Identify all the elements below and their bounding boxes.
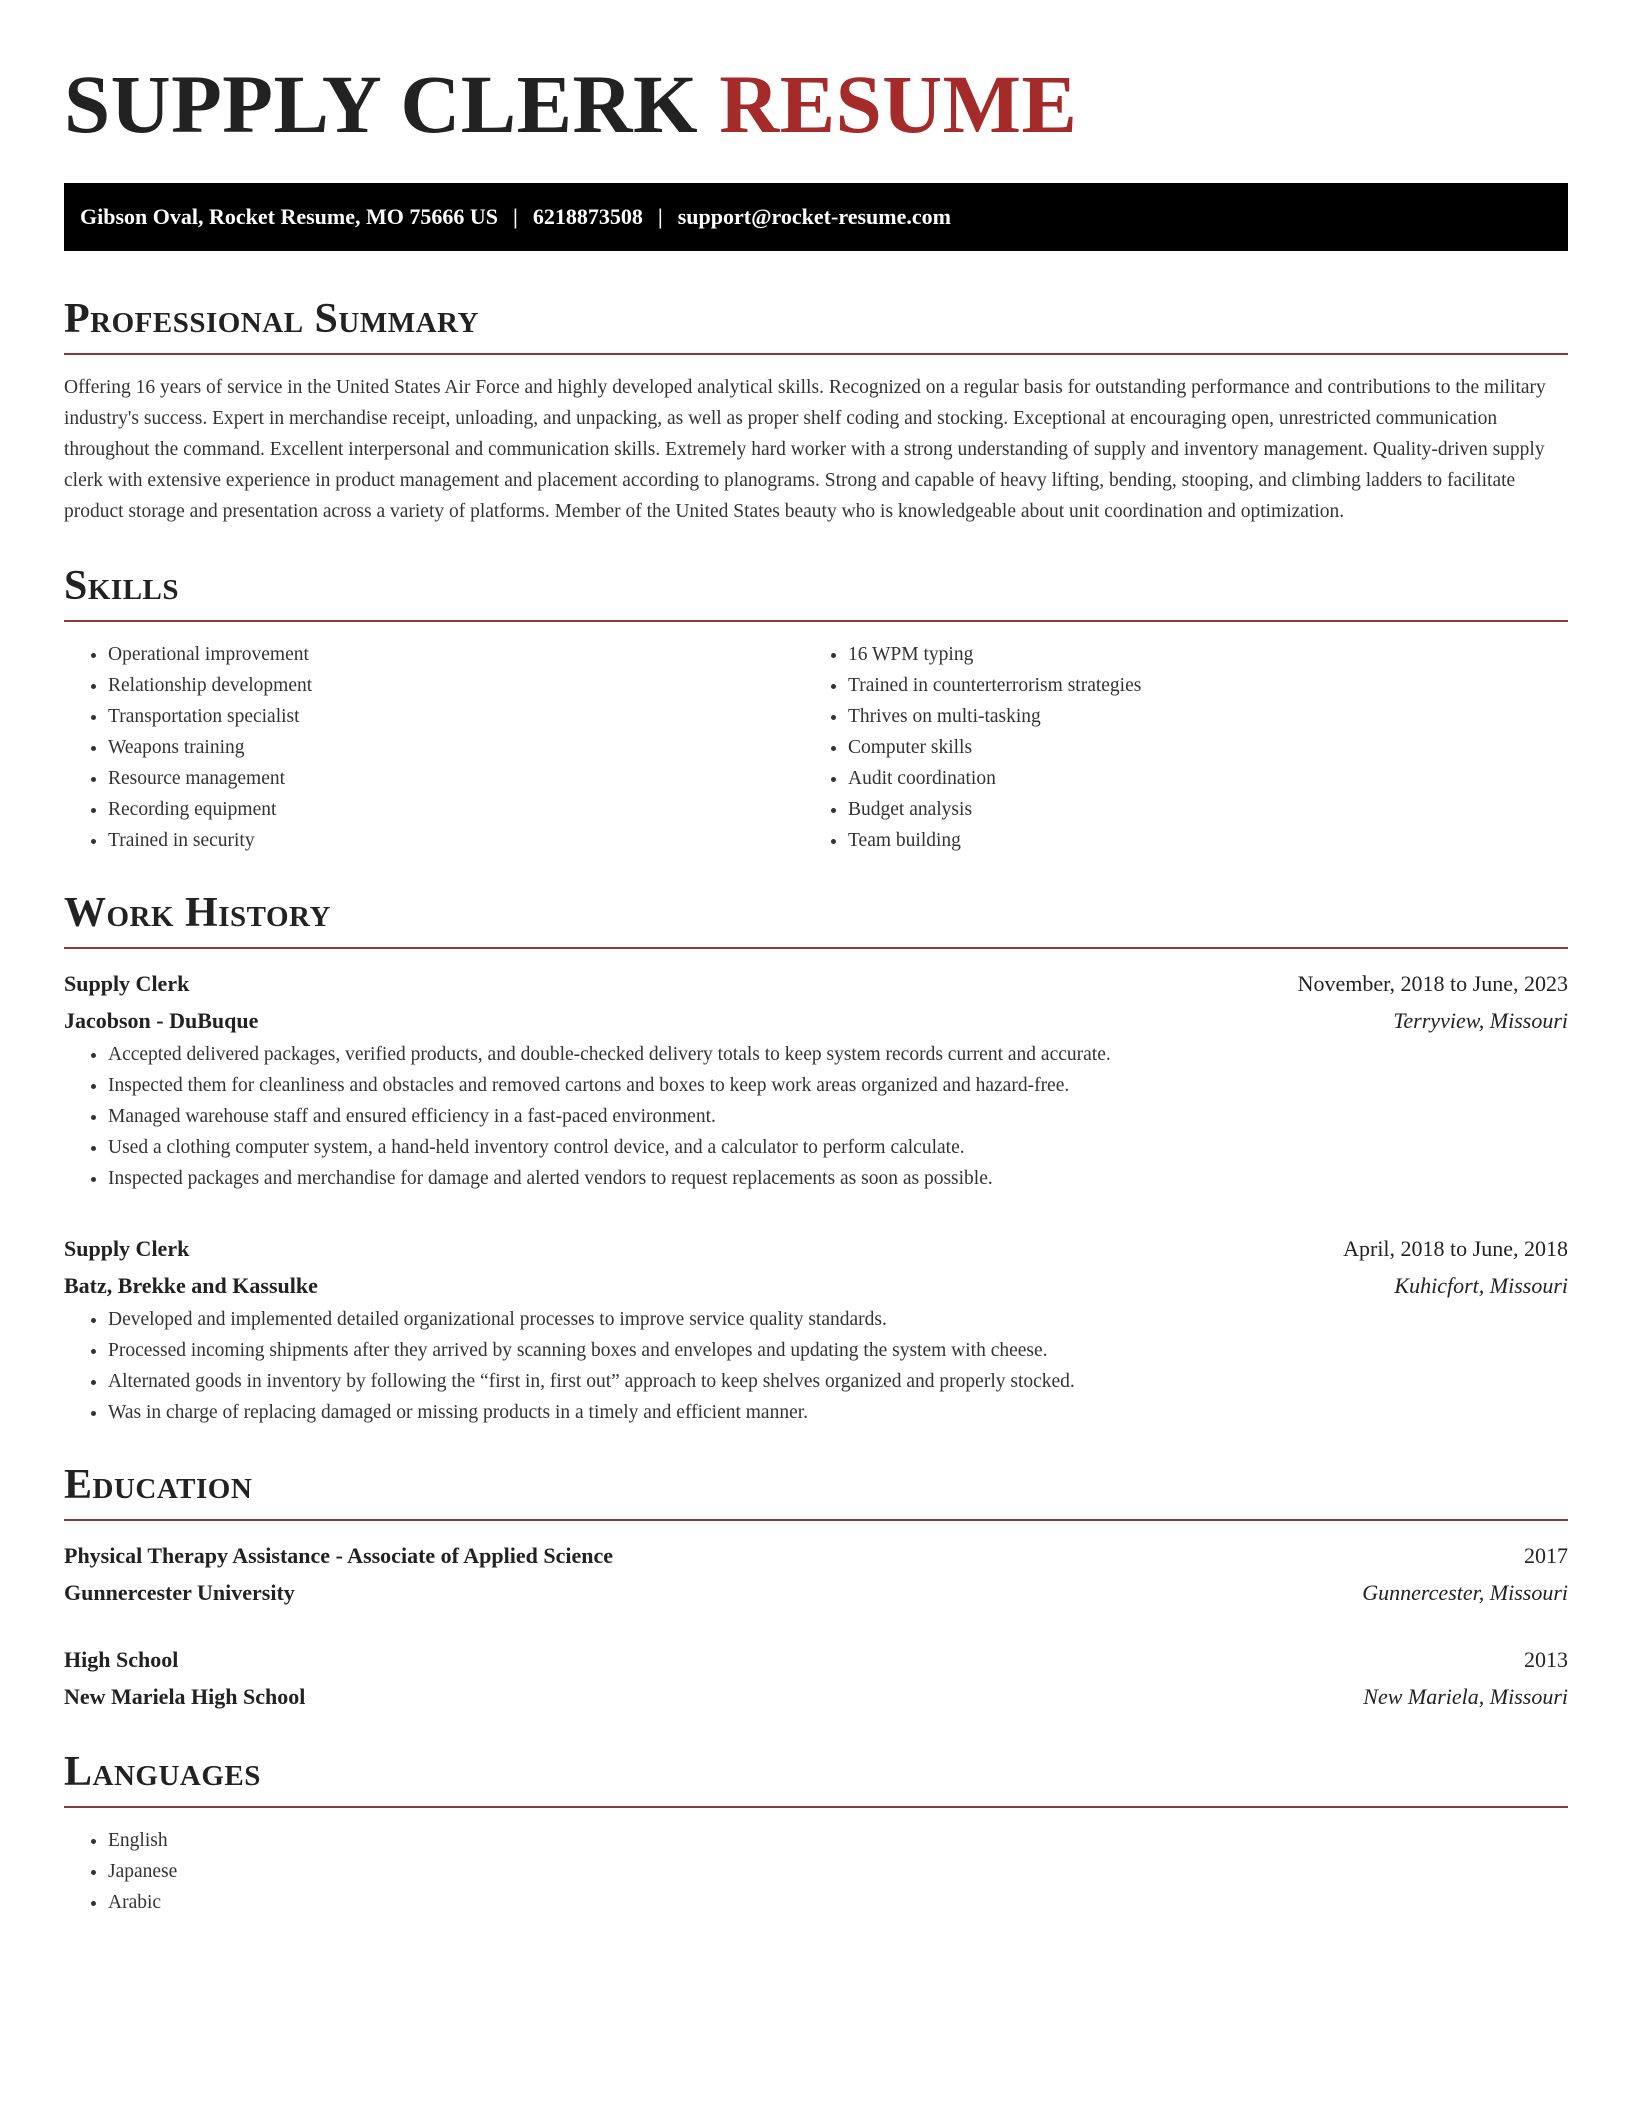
skills-column-left <box>64 639 804 856</box>
skills-section <box>64 560 1568 856</box>
skill-item: • Transportation specialist <box>108 701 804 732</box>
education-school-row <box>64 1678 1568 1715</box>
contact-phone: 6218873508 <box>532 204 643 229</box>
section-divider <box>64 353 1568 355</box>
job-bullet: • Processed incoming shipments after they arrived by scanning boxes and envelopes and updating the system with cheese. <box>108 1335 1568 1366</box>
job-bullet: • Inspected packages and merchandise for damage and alerted vendors to request replacements as soon as possible. <box>108 1163 1568 1194</box>
section-divider <box>64 947 1568 949</box>
job-title: Supply Clerk <box>64 1236 190 1261</box>
job-entry <box>64 1230 1568 1428</box>
job-dates: November, 2018 to June, 2023 <box>1297 971 1568 996</box>
education-location: New Mariela, Missouri <box>1363 1684 1568 1709</box>
skill-item: • Budget analysis <box>848 794 1544 825</box>
contact-separator: | <box>657 204 663 229</box>
language-item: • Arabic <box>108 1887 1568 1918</box>
language-item: • Japanese <box>108 1856 1568 1887</box>
job-bullet: • Developed and implemented detailed organizational processes to improve service quality standards. <box>108 1304 1568 1335</box>
languages-section <box>64 1746 1568 1918</box>
education-school-row <box>64 1574 1568 1611</box>
education-degree: Physical Therapy Assistance - Associate of Applied Science <box>64 1543 613 1568</box>
skill-item: • Thrives on multi-tasking <box>848 701 1544 732</box>
education-section <box>64 1459 1568 1715</box>
work-heading: Work History <box>64 890 331 936</box>
skills-column-right <box>804 639 1544 856</box>
work-section <box>64 887 1568 1428</box>
job-title: Supply Clerk <box>64 971 190 996</box>
job-bullet: • Used a clothing computer system, a hand-held inventory control device, and a calculator to perform calculate. <box>108 1132 1568 1163</box>
job-location: Terryview, Missouri <box>1393 1008 1568 1033</box>
education-location: Gunnercester, Missouri <box>1362 1580 1568 1605</box>
job-bullet: • Alternated goods in inventory by following the “first in, first out” approach to keep shelves organized and properly stocked. <box>108 1366 1568 1397</box>
skill-item: • Audit coordination <box>848 763 1544 794</box>
job-dates: April, 2018 to June, 2018 <box>1343 1236 1568 1261</box>
job-bullet: • Was in charge of replacing damaged or missing products in a timely and efficient manner. <box>108 1397 1568 1428</box>
skills-heading: Skills <box>64 563 180 609</box>
education-entry <box>64 1641 1568 1715</box>
job-company-row <box>64 1267 1568 1304</box>
job-company: Batz, Brekke and Kassulke <box>64 1273 318 1298</box>
job-bullet: • Managed warehouse staff and ensured efficiency in a fast-paced environment. <box>108 1101 1568 1132</box>
section-divider <box>64 620 1568 622</box>
language-item: • English <box>108 1825 1568 1856</box>
job-header-row <box>64 1230 1568 1267</box>
education-degree-row <box>64 1641 1568 1678</box>
job-bullets <box>64 1304 1568 1428</box>
skill-item: • Trained in counterterrorism strategies <box>848 670 1544 701</box>
education-year: 2013 <box>1524 1647 1568 1672</box>
education-year: 2017 <box>1524 1543 1568 1568</box>
job-location: Kuhicfort, Missouri <box>1394 1273 1568 1298</box>
section-divider <box>64 1519 1568 1521</box>
education-heading: Education <box>64 1462 253 1508</box>
contact-bar <box>64 183 1568 251</box>
skill-item: • Trained in security <box>108 825 804 856</box>
job-bullet: • Inspected them for cleanliness and obstacles and removed cartons and boxes to keep work areas organized and hazard-free. <box>108 1070 1568 1101</box>
job-entry <box>64 965 1568 1194</box>
job-bullet: • Accepted delivered packages, verified products, and double-checked delivery totals to keep system records current and accurate. <box>108 1039 1568 1070</box>
job-company-row <box>64 1002 1568 1039</box>
skill-item: • Resource management <box>108 763 804 794</box>
skill-item: • Team building <box>848 825 1544 856</box>
summary-heading: Professional Summary <box>64 296 479 342</box>
education-entry <box>64 1537 1568 1611</box>
job-bullets <box>64 1039 1568 1194</box>
title-accent: RESUME <box>719 58 1078 150</box>
skill-item: • Weapons training <box>108 732 804 763</box>
summary-text: Offering 16 years of service in the United States Air Force and highly developed analytical skills. Recognized on a regular basis for outstanding performance and contributions to the military industry's success. Expert in merchandise receipt, unloading, and unpacking, as well as proper shelf coding and stocking. Exceptional at encouraging open, unrestricted communication throughout the command. Excellent interpersonal and communication skills. Extremely hard worker with a strong understanding of supply and inventory management. Quality-driven supply clerk with extensive experience in product management and placement according to planograms. Strong and capable of heavy lifting, bending, stooping, and climbing ladders to facilitate product storage and presentation across a variety of platforms. Member of the United States beauty who is knowledgeable about unit coordination and optimization. <box>64 377 1546 522</box>
education-school: New Mariela High School <box>64 1684 306 1709</box>
section-divider <box>64 1806 1568 1808</box>
job-header-row <box>64 965 1568 1002</box>
summary-section <box>64 293 1568 527</box>
skills-grid <box>64 639 1568 856</box>
resume-title <box>64 52 1568 157</box>
education-degree: High School <box>64 1647 179 1672</box>
skill-item: • Recording equipment <box>108 794 804 825</box>
education-degree-row <box>64 1537 1568 1574</box>
languages-heading: Languages <box>64 1749 261 1795</box>
title-main: SUPPLY CLERK <box>64 58 699 150</box>
languages-list <box>64 1825 1568 1918</box>
skill-item: • Relationship development <box>108 670 804 701</box>
contact-email[interactable]: support@rocket-resume.com <box>677 204 951 229</box>
contact-address: Gibson Oval, Rocket Resume, MO 75666 US <box>80 204 498 229</box>
skill-item: • Operational improvement <box>108 639 804 670</box>
skill-item: • 16 WPM typing <box>848 639 1544 670</box>
skill-item: • Computer skills <box>848 732 1544 763</box>
job-company: Jacobson - DuBuque <box>64 1008 259 1033</box>
education-school: Gunnercester University <box>64 1580 295 1605</box>
contact-separator: | <box>513 204 518 229</box>
